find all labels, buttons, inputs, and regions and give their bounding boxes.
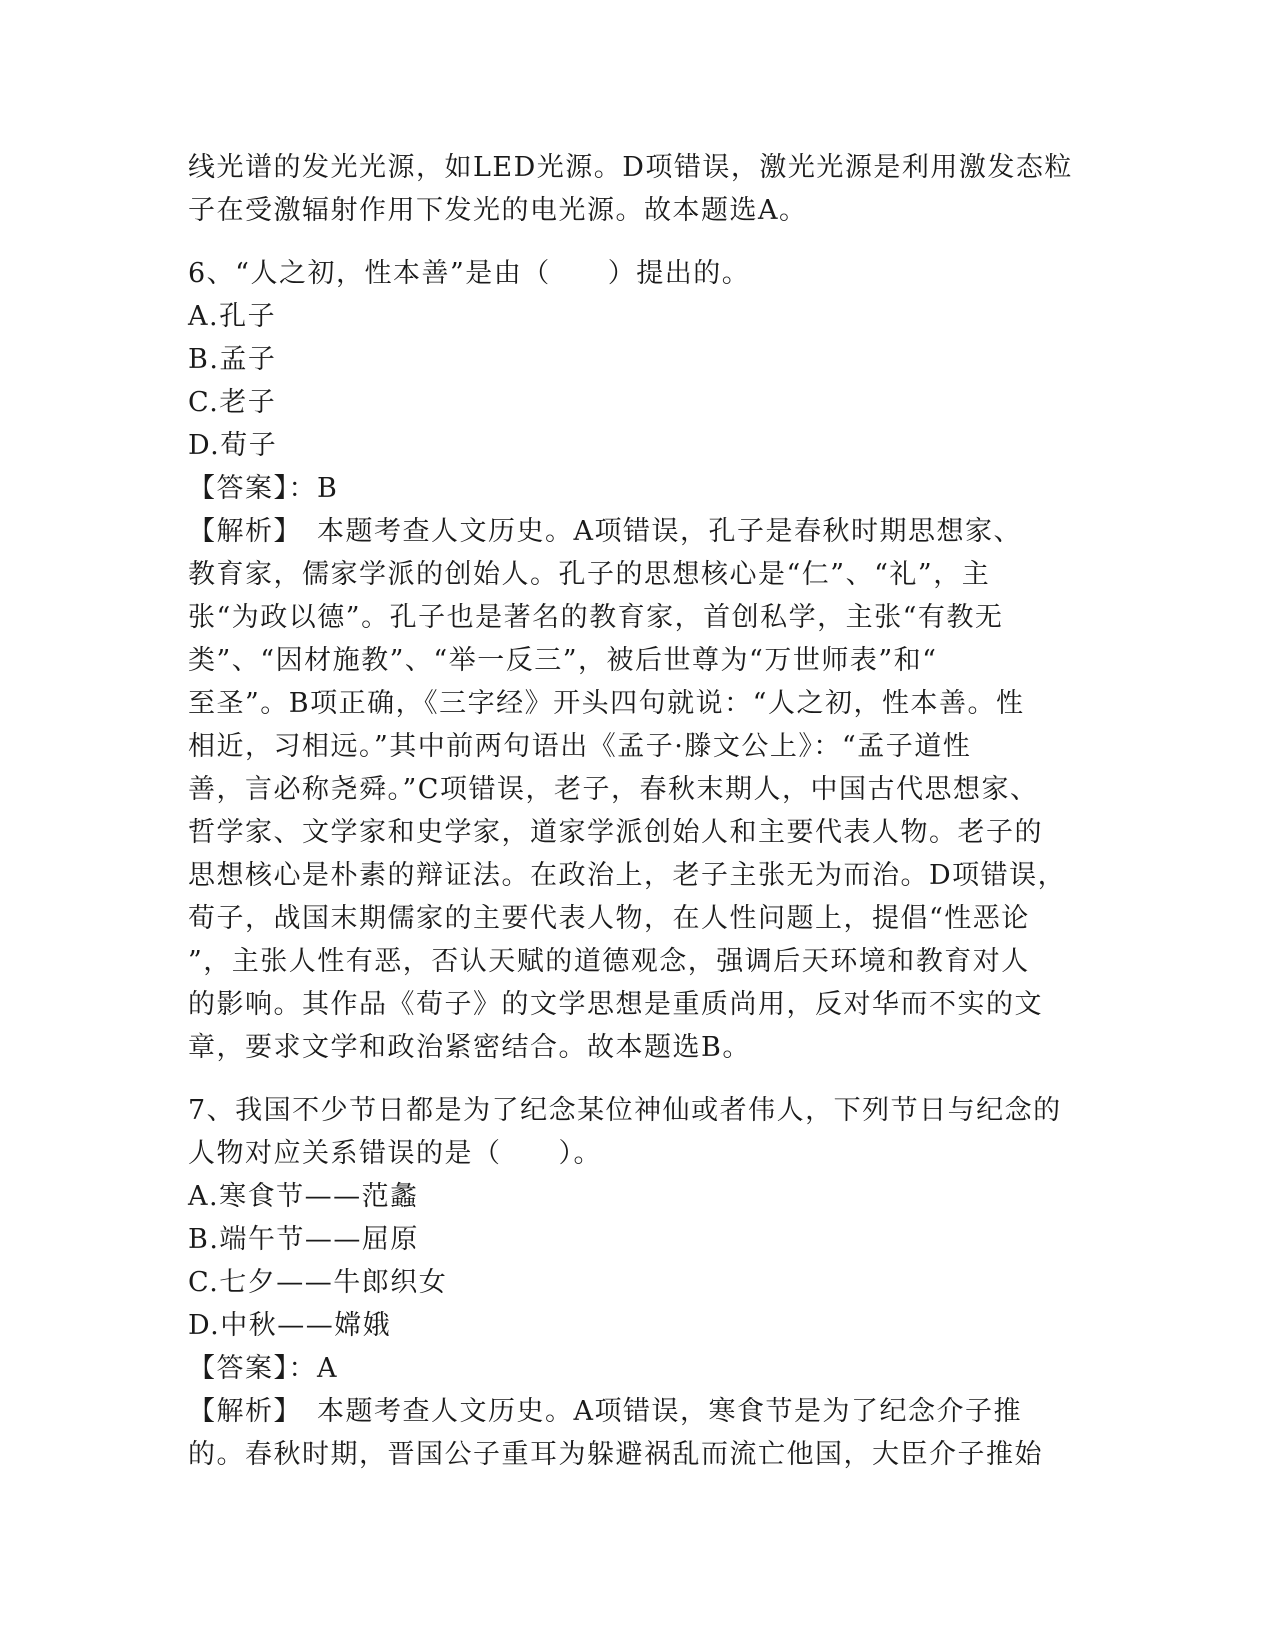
question-text: 7、我国不少节日都是为了纪念某位神仙或者伟人，下列节日与纪念的 bbox=[188, 1095, 1062, 1126]
option-b: B.端午节——屈原 bbox=[188, 1224, 419, 1255]
analysis-line: 教育家，儒家学派的创始人。孔子的思想核心是“仁”、“礼”，主 bbox=[188, 559, 991, 590]
analysis-line: 【解析】 本题考查人文历史。A项错误，孔子是春秋时期思想家、 bbox=[188, 516, 1022, 547]
paragraph-gap bbox=[188, 232, 1088, 252]
document-body bbox=[188, 146, 1088, 1476]
analysis-line: 至圣”。B项正确，《三字经》开头四句就说：“人之初，性本善。性 bbox=[188, 688, 1025, 719]
text-line: 子在受激辐射作用下发光的电光源。故本题选A。 bbox=[188, 195, 808, 226]
analysis-line: 【解析】 本题考查人文历史。A项错误，寒食节是为了纪念介子推 bbox=[188, 1396, 1022, 1427]
analysis-line: 善，言必称尧舜。”C项错误，老子，春秋末期人，中国古代思想家、 bbox=[188, 774, 1039, 805]
option-b: B.孟子 bbox=[188, 344, 277, 375]
analysis-line: 荀子，战国末期儒家的主要代表人物，在人性问题上，提倡“性恶论 bbox=[188, 903, 1030, 934]
option-a: A.孔子 bbox=[188, 301, 277, 332]
intro-paragraph bbox=[188, 146, 1088, 232]
option-d: D.中秋——嫦娥 bbox=[188, 1310, 392, 1341]
analysis-line: 的影响。其作品《荀子》的文学思想是重质尚用，反对华而不实的文 bbox=[188, 989, 1043, 1020]
analysis-line: 张“为政以德”。孔子也是著名的教育家，首创私学，主张“有教无 bbox=[188, 602, 1004, 633]
text-line: 线光谱的发光光源，如LED光源。D项错误，激光光源是利用激发态粒 bbox=[188, 152, 1073, 183]
analysis-line: 思想核心是朴素的辩证法。在政治上，老子主张无为而治。D项错误， bbox=[188, 860, 1067, 891]
option-a: A.寒食节——范蠡 bbox=[188, 1181, 419, 1212]
option-c: C.七夕——牛郎织女 bbox=[188, 1267, 448, 1298]
answer-line: 【答案】：B bbox=[188, 473, 339, 504]
analysis-line: 相近，习相远。”其中前两句语出《孟子·滕文公上》：“孟子道性 bbox=[188, 731, 972, 762]
analysis-line: ”，主张人性有恶，否认天赋的道德观念，强调后天环境和教育对人 bbox=[188, 946, 1030, 977]
analysis-line: 章，要求文学和政治紧密结合。故本题选B。 bbox=[188, 1032, 751, 1063]
analysis-line: 类”、“因材施教”、“举一反三”，被后世尊为“万世师表”和“ bbox=[188, 645, 938, 676]
option-c: C.老子 bbox=[188, 387, 277, 418]
answer-line: 【答案】：A bbox=[188, 1353, 338, 1384]
analysis-line: 的。春秋时期，晋国公子重耳为躲避祸乱而流亡他国，大臣介子推始 bbox=[188, 1439, 1043, 1470]
question-text: 人物对应关系错误的是（ ）。 bbox=[188, 1138, 602, 1169]
analysis-line: 哲学家、文学家和史学家，道家学派创始人和主要代表人物。老子的 bbox=[188, 817, 1043, 848]
question-text: 6、“人之初，性本善”是由（ ）提出的。 bbox=[188, 258, 751, 289]
option-d: D.荀子 bbox=[188, 430, 278, 461]
question-7 bbox=[188, 1089, 1088, 1476]
question-6 bbox=[188, 252, 1088, 1069]
paragraph-gap bbox=[188, 1069, 1088, 1089]
